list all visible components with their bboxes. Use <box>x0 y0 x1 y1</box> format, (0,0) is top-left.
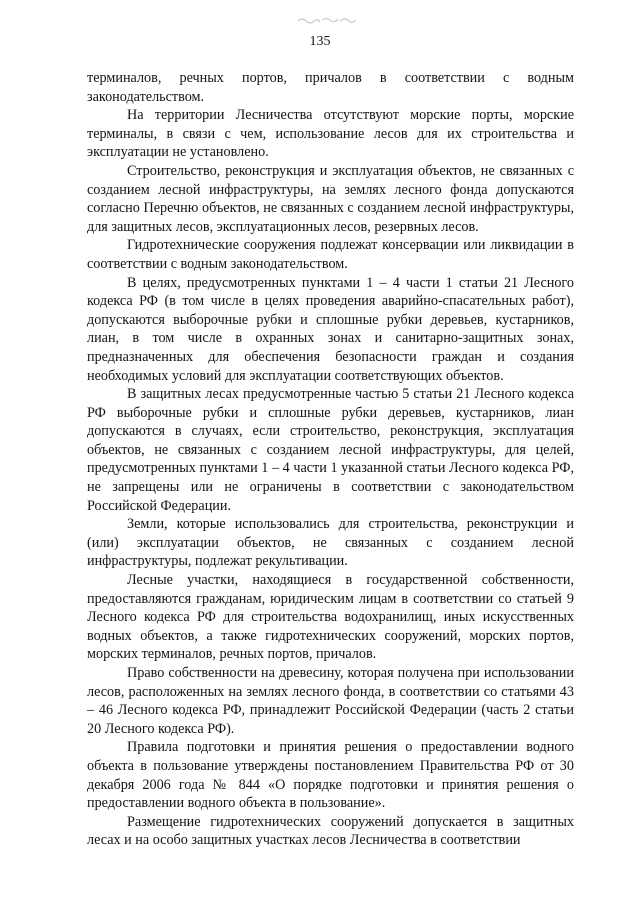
paragraph: Размещение гидротехнических сооружений допускается в защитных лесах и на особо защитных участках лесов Лесничества в соответствии <box>87 813 574 849</box>
paragraph: На территории Лесничества отсутствуют морские порты, морские терминалы, в связи с чем, использование лесов для их строительства и эксплуатации не установлено. <box>87 107 574 161</box>
paragraph: Лесные участки, находящиеся в государственной собственности, предоставляются гражданам, юридическим лицам в соответствии со статьей 9 Лесного кодекса РФ для строительства водохранилищ, иных искусственных водных объектов, а также гидротехнических сооружений, морских портов, морских терминалов, речных портов, причалов. <box>87 572 574 663</box>
paragraph: В целях, предусмотренных пунктами 1 – 4 части 1 статьи 21 Лесного кодекса РФ (в том числе в целях проведения аварийно-спасательных работ), допускаются выборочные рубки и сплошные рубки деревьев, кустарников, лиан, в том числе в охранных зонах и санитарно-защитных зонах, предназначенных для обеспечения безопасности граждан и создания необходимых условий для эксплуатации соответствующих объектов. <box>87 274 574 384</box>
paragraph: Гидротехнические сооружения подлежат консервации или ликвидации в соответствии с водным законодательством. <box>87 237 574 272</box>
paragraph: Строительство, реконструкция и эксплуатация объектов, не связанных с созданием лесной инфраструктуры, на землях лесного фонда допускаются согласно Перечню объектов, не связанных с созданием лесной инфраструктуры, для защитных лесов, эксплуатационных лесов, резервных лесов. <box>87 162 574 235</box>
document-body <box>87 69 574 850</box>
paragraph: терминалов, речных портов, причалов в соответствии с водным законодательством. <box>87 70 574 105</box>
paragraph: Правила подготовки и принятия решения о предоставлении водного объекта в пользование утверждены постановлением Правительства РФ от 30 декабря 2006 года № 844 «О порядке подготовки и принятия решения о предоставлении водного объекта в пользование». <box>87 739 574 812</box>
paragraph: В защитных лесах предусмотренные частью 5 статьи 21 Лесного кодекса РФ выборочные рубки и сплошные рубки деревьев, кустарников, лиан допускаются в случаях, если строительство, реконструкция, эксплуатация объектов, не связанных с созданием лесной инфраструктуры, для целей, предусмотренных пунктами 1 – 4 части 1 указанной статьи Лесного кодекса РФ, не запрещены или не ограничены в соответствии с законодательством Российской Федерации. <box>87 386 574 514</box>
page-number: 135 <box>309 34 331 49</box>
paragraph: Земли, которые использовались для строительства, реконструкции и (или) эксплуатации объектов, не связанных с созданием лесной инфраструктуры, подлежат рекультивации. <box>87 516 574 570</box>
faint-stamp-mark <box>296 12 358 28</box>
paragraph: Право собственности на древесину, которая получена при использовании лесов, расположенных на землях лесного фонда, в соответствии со статьями 43 – 46 Лесного кодекса РФ, принадлежит Российской Федерации (часть 2 статьи 20 Лесного кодекса РФ). <box>87 665 574 737</box>
